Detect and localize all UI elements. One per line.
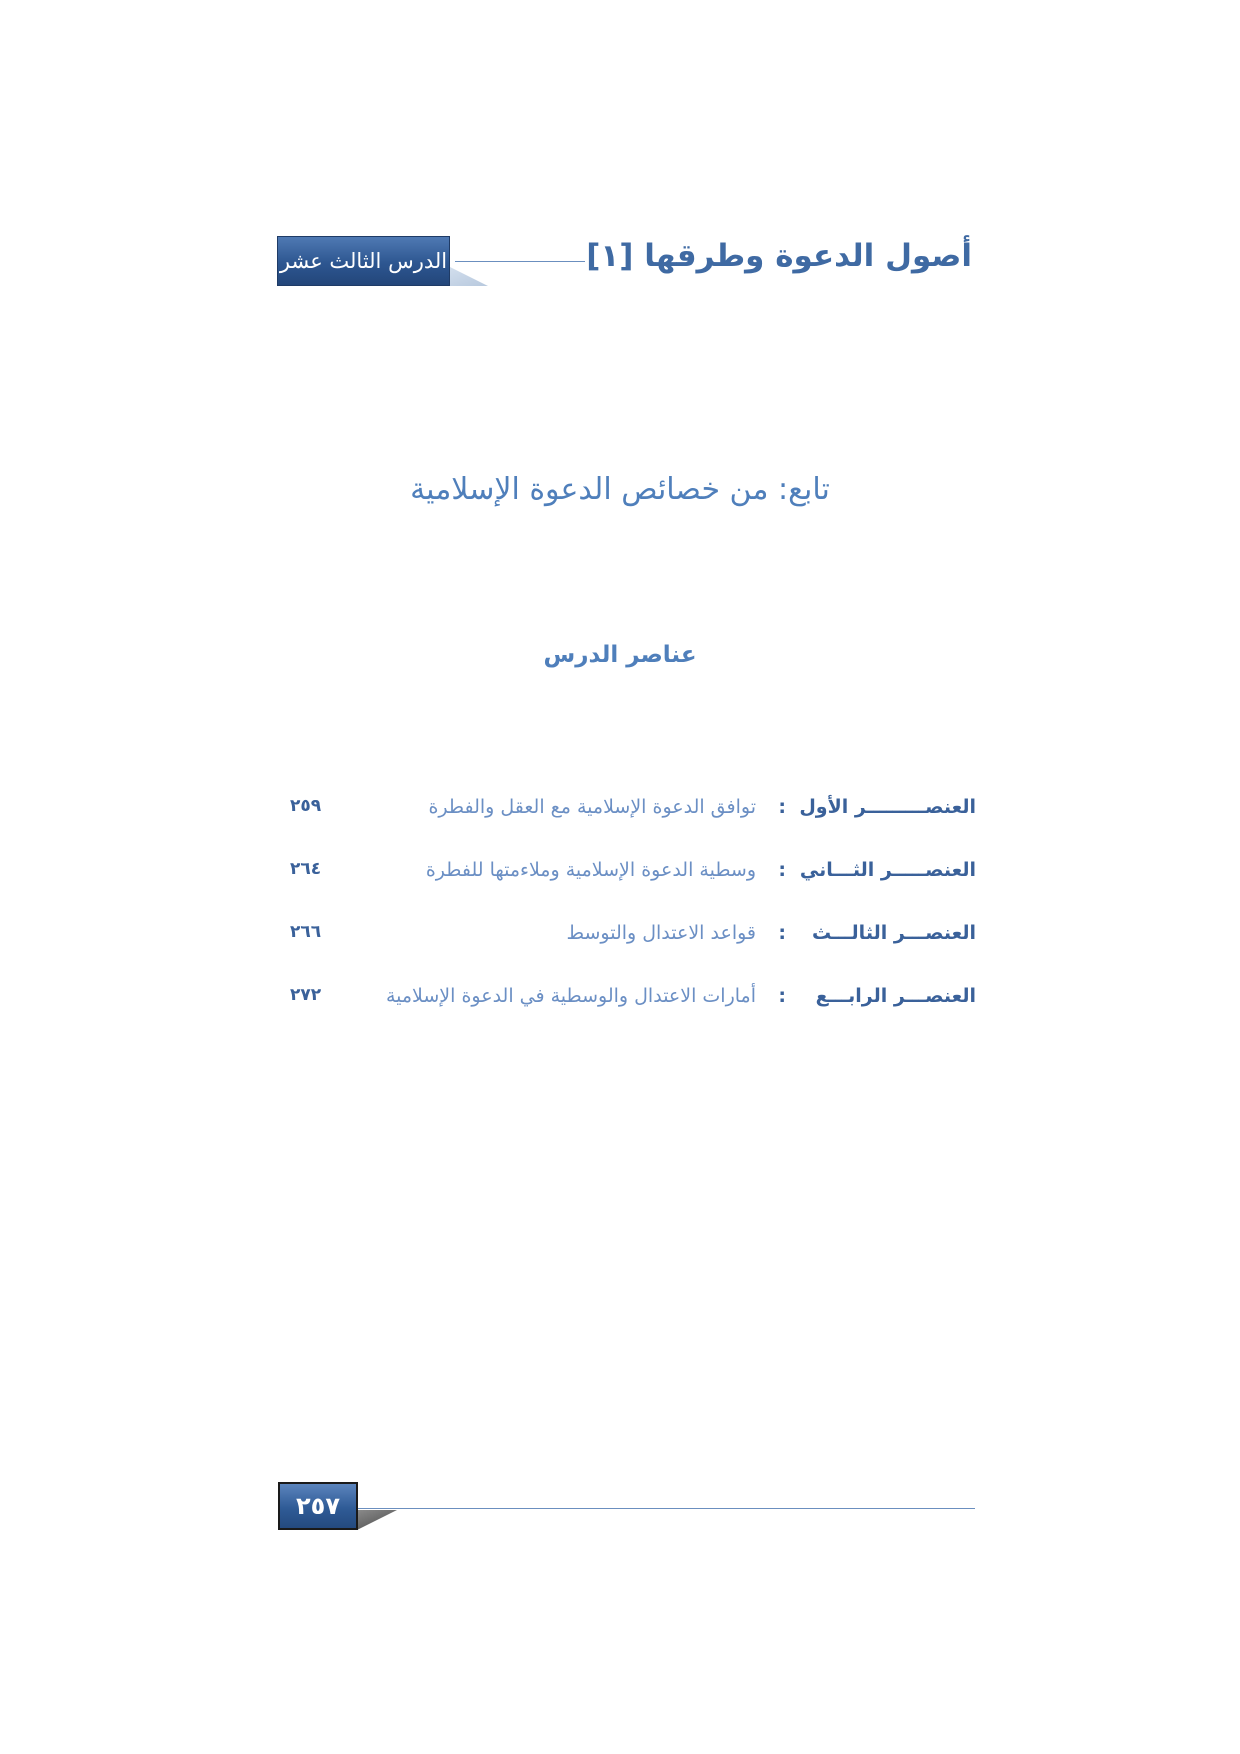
lesson-label: الدرس الثالث عشر xyxy=(279,249,448,273)
toc-separator: : xyxy=(778,985,786,1007)
page-number-shadow xyxy=(357,1510,397,1530)
toc-element-label: العنصـــــــــر الأول xyxy=(799,796,976,818)
lesson-badge xyxy=(277,236,450,286)
toc-element-label: العنصـــــر الثـــاني xyxy=(799,859,976,881)
page-number: ٢٥٧ xyxy=(278,1482,358,1530)
toc-element-title: توافق الدعوة الإسلامية مع العقل والفطرة xyxy=(428,796,756,818)
toc-element-title: أمارات الاعتدال والوسطية في الدعوة الإسلامية xyxy=(385,985,756,1007)
book-title: أصول الدعوة وطرقها [١] xyxy=(586,238,972,274)
toc-separator: : xyxy=(778,796,786,818)
toc-page-number: ٢٦٦ xyxy=(290,922,322,942)
toc-page-number: ٢٧٢ xyxy=(290,985,322,1005)
toc-element-title: وسطية الدعوة الإسلامية وملاءمتها للفطرة xyxy=(425,859,756,881)
toc-row xyxy=(290,922,976,985)
toc-element-label: العنصـــر الثالـــث xyxy=(811,922,976,944)
elements-heading: عناصر الدرس xyxy=(543,642,697,668)
header-divider xyxy=(455,261,585,262)
footer-divider xyxy=(355,1508,975,1509)
toc-element-label: العنصـــر الرابـــع xyxy=(815,985,976,1007)
toc-row xyxy=(290,859,976,922)
lesson-elements-list xyxy=(290,796,976,1048)
toc-row xyxy=(290,985,976,1048)
toc-element-title: قواعد الاعتدال والتوسط xyxy=(566,922,756,944)
toc-page-number: ٢٥٩ xyxy=(290,796,322,816)
toc-page-number: ٢٦٤ xyxy=(290,859,322,879)
lesson-main-title: تابع: من خصائص الدعوة الإسلامية xyxy=(410,472,830,507)
toc-separator: : xyxy=(778,922,786,944)
toc-separator: : xyxy=(778,859,786,881)
toc-row xyxy=(290,796,976,859)
